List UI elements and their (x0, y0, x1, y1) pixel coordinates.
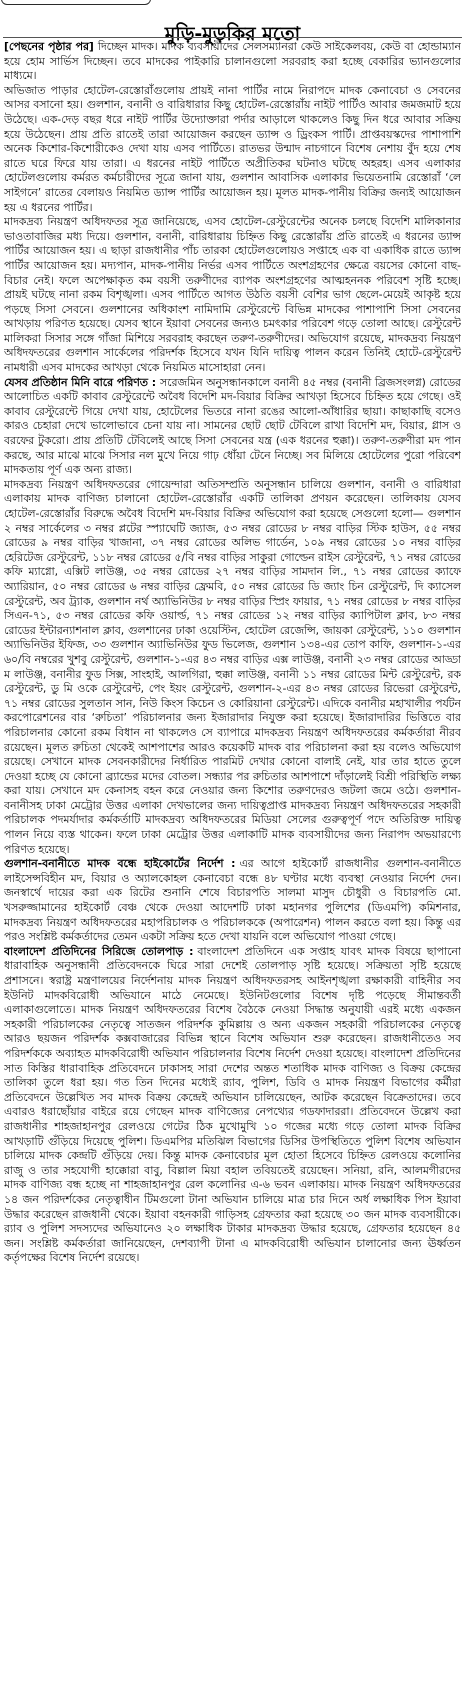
article-body (4, 40, 461, 1688)
paragraph-text: মাদকদ্রব্য নিয়ন্ত্রণ অধিদফতরের গোয়েন্দারা অতিসম্প্রতি অনুসন্ধান চালিয়ে গুলশান, বনানী ও বারিধারা এলাকায় মাদক বাণিজ্য চালানো হোটেল-রেস্তোরাঁর একটি তালিকা প্রণয়ন করেছেন। তালিকায় যেসব হোটেল-রেস্তোরাঁর বিরুদ্ধে অবৈধ বিদেশি মদ-বিয়ার বিক্রির অভিযোগ করা হয়েছে সেগুলো হলো— গুলশান ২ নম্বর সার্কেলের ৩ নম্বর প্লটের স্প্যাঘেটি জ্যাজ, ৫৩ নম্বর রোডের ৮ নম্বর বাড়ির স্টিক হাউস, ৫৫ নম্বর রোডের ৯ নম্বর বাড়ির খাজানা, ৩৭ নম্বর রোডের অলিভ গার্ডেন, ১০৯ নম্বর রোডের ১০ নম্বর বাড়ির হেরিটেজ রেস্টুরেন্ট, ১১৮ নম্বর রোডের ৫/বি নম্বর বাড়ির সাকুরা গোল্ডেন রাইস রেস্টুরেন্ট, ৭১ নম্বর রোডের কফি ম্যাগ্নো, এক্সিট লাউঞ্জ, ৩৫ নম্বর রোডের ২৭ নম্বর বাড়ির সামদান লি., ৭১ নম্বর রোডের ক্যাফে অ্যারিয়ান, ৫০ নম্বর রোডের ৬ নম্বর বাড়ির ফ্রেমবি, ৫০ নম্বর রোডের ডি জ্যাং চিন রেস্টুরেন্ট, দি ক্যাসেল রেস্টুরেন্ট, অব ট্র্যাক, গুলশান নর্থ অ্যাভিনিউর ৮ নম্বর বাড়ির স্প্রিং ফায়ার, ৭১ নম্বর রোডের ৮ নম্বর বাড়ির সিএন-৭১, ৫৩ নম্বর রোডের কফি ওয়ার্ল্ড, ৭১ নম্বর রোডের ১২ নম্বর বাড়ির ক্যাপিটাল ক্লাব, ৮৩ নম্বর রোডের ইন্টারন্যাশনাল ক্লাব, গুলশানের ঢাকা ওয়েস্টিন, হোটেল রেজেন্সি, জায়কা রেস্টুরেন্ট, ১১০ গুলশান অ্যাভিনিউর ইফিজ, ৩৩ গুলশান অ্যাভিনিউর ফুড ভিলেজ, গুলশান ১৩৪-এর তোপ কাফি, গুলশান-১-এর ৬০/বি নম্বরের খুশবু রেস্টুরেন্ট, গুলশান-১-এর ৪৩ নম্বর বাড়ির এক্স লাউঞ্জ, বনানী ২৩ নম্বর রোডের আড্ডা ম লাউঞ্জ, বনানীর ফুড সিক্স, সাংহাই, আলগিরা, হুক্কা লাউঞ্জ, বনানী ১১ নম্বর রোডের মিন্ট রেস্টুরেন্ট, রক রেস্টুরেন্ট, ডু মি ওকে রেস্টুরেন্ট, পেং ইয়ং রেস্টুরেন্ট, গুলশান-২-এর ৪৩ নম্বর রোডের রিভেরা রেস্টুরেন্ট, ৭১ নম্বর রোডের সুলতান সান, নিউ কিংস কিচেন ও কোরিয়ানা রেস্টুরেন্ট। এদিকে বনানীর মহাখালীর পর্যটন করপোরেশনের বার ‘রুচিতা’ পরিচালনার জন্য ইজারাদার নিযুক্ত করা হয়েছে। ইজারাদারির ভিত্তিতে বার পরিচালনার কোনো রকম বিধান না থাকলেও সে ব্যাপারে মাদকদ্রব্য নিয়ন্ত্রণ অধিদফতরের কর্মকর্তারা নীরব রয়েছেন। মূলত রুচিতা থেকেই আশপাশের আরও কয়েকটি মাদক বার পরিচালনা করা হয় বলেও অভিযোগ রয়েছে। সেখানে মাদক সেবনকারীদের নির্ধারিত পারমিট দেখার কোনো বালাই নেই, যার তার হাতে তুলে দেওয়া হচ্ছে যে কোনো ব্র্যান্ডের মদের বোতল। সন্ধ্যার পর রুচিতার আশপাশে দাঁড়ালেই বিশ্রী পরিস্থিতি লক্ষ্য করা যায়। সেখানে মদ কেনাসহ বহন করে নেওয়ার জন্য কিশোর তরুণদেরও জটলা জমে ওঠে। গুলশান-বনানীসহ ঢাকা মেট্রোর উত্তর এলাকা দেখভালের জন্য দায়িত্বপ্রাপ্ত মাদকদ্রব্য নিয়ন্ত্রণ অধিদফতরের সহকারী পরিচালক পদমর্যাদার কর্মকর্তাটি মাদকদ্রব্য অধিদফতরের মিডিয়া সেলের গুরুত্বপূর্ণ পদে অতিরিক্ত দায়িত্ব পালন নিয়ে ব্যস্ত থাকেন। ফলে ঢাকা মেট্রোর উত্তর এলাকাটি মাদক ব্যবসায়ীদের জন্য নিরাপদ অভয়ারণ্যে পরিণত হয়েছে। (4, 477, 461, 856)
article-paragraph (4, 945, 461, 1266)
paragraph-text: মাদকদ্রব্য নিয়ন্ত্রণ অধিদফতর সূত্র জানিয়েছে, এসব হোটেল-রেস্টুরেন্টের অনেক চলছে বিদেশি মালিকানার ভাওতাবাজির মধ্য দিয়ে। গুলশান, বনানী, বারিধারায় চিহ্নিত কিছু রেস্তোরাঁয় প্রতি রাতেই এ ধরনের ড্যান্স পার্টির আয়োজন হয়। এ ছাড়া রাজধানীর পাঁচ তারকা হোটেলগুলোয়ও সপ্তাহে এক বা একাধিক রাতে ড্যান্স পার্টির আয়োজন হয়। মদ্যপান, মাদক-পানীয় নির্ভর এসব পার্টিতে অংশগ্রহণের ক্ষেত্রে বয়সের কোনো বাছ-বিচার নেই। ফলে অপেক্ষাকৃত কম বয়সী তরুণীদের ব্যাপক অংশগ্রহণের আত্মহননক পরিবেশ সৃষ্টি হচ্ছে। প্রায়ই ঘটছে নানা রকম বিশৃঙ্খলা। এসব পার্টিতে আগত উঠতি বয়সী বেশির ভাগ ছেলে-মেয়েই আকৃষ্ট হয়ে পড়ছে সিসা সেবনে। গুলশানের অধিকাংশ নামিদামি রেস্টুরেন্টে বিভিন্ন মাদকের পাশাপাশি সিসা সেবনের আখড়ায় পরিণত হয়েছে। যেসব স্থানে ইয়াবা সেবনের জন্যও চমৎকার পরিবেশ গড়ে তোলা আছে। রেস্টুরেন্ট মালিকরা সিসার সঙ্গে গাঁজা মিশিয়ে সরবরাহ করছেন তরুণ-তরুণীদের। অভিযোগ রয়েছে, মাদকদ্রব্য নিয়ন্ত্রণ অধিদফতরের গুলশান সার্কেলের পরিদর্শক হিসেবে যখন যিনি দায়িত্ব পালন করেন তিনিই হোটে-রেস্টুরেন্ট নামধারী এসব মাদকের আখড়া থেকে নিয়মিত মাসোহারা নেন। (4, 215, 461, 375)
paragraph-subhead: [পেছনের পৃষ্ঠার পর] (4, 40, 94, 53)
article-paragraph (4, 215, 461, 376)
paragraph-text: সরেজমিন অনুসন্ধানকালে বনানী ৪৫ নম্বর (বনানী ব্রিজসংলগ্ন) রোডের আলোচিত একটি কাবাব রেস্টুরেন্টে অবৈধ বিদেশি মদ-বিয়ার বিক্রির আখড়া হিসেবে চিহ্নিত হয়ে গেছে। ওই কাবাব রেস্টুরেন্টে গিয়ে দেখা যায়, হোটেলের ভিতরে নানা রঙের আলো-আঁধারির ছায়া। কাছাকাছি বসেও কারও চেহারা দেখে ভালোভাবে চেনা যায় না। সামনের ছোট ছোট টেবিলে রাখা বিদেশি মদ, বিয়ার, গ্লাস ও বরফের টুকরো। প্রায় প্রতিটি টেবিলেই আছে সিসা সেবনের যন্ত্র (এক ধরনের হুক্কা)। তরুণ-তরুণীরা মদ পান করছে, আর মাঝে মাঝে সিসার নল মুখে নিয়ে গাঢ় ধোঁয়া টেনে নিচ্ছে। সব মিলিয়ে হোটেলের পুরো পরিবেশ মাদকতায় পূর্ণ এক অন্য রাজ্য। (4, 375, 461, 477)
article-paragraph (4, 40, 461, 84)
paragraph-text: অভিজাত পাড়ার হোটেল-রেস্তোরাঁগুলোয় প্রায়ই নানা পার্টির নামে নিরাপদে মাদক কেনাবেচা ও সেবনের আসর বসানো হয়। গুলশান, বনানী ও বারিধারার কিছু হোটেল-রেস্তোরাঁয় নাইট পার্টিও আবার জমজমাট হয়ে উঠেছে। এক-দেড় বছর ধরে নাইট পার্টির উদ্যোক্তারা পর্দার আড়ালে থাকলেও কিছু দিন ধরে আবার সক্রিয় হয়ে উঠেছেন। প্রায় প্রতি রাতেই তারা আয়োজন করছেন ড্যান্স ও ড্রিংকস পার্টি। প্রাপ্তবয়স্কদের পাশাপাশি অনেক কিশোর-কিশোরীকেও দেখা যায় এসব পার্টিতে। রাতভর উন্মাদ নাচগানে বিশেষ নেশায় বুঁদ হয়ে শেষ রাতে ঘরে ফিরে যায় তারা। এ ধরনের নাইট পার্টিতে অপ্রীতিকর ঘটনাও ঘটছে অহরহ। এসব এলাকার হোটেলগুলোয় কর্মরত কর্মচারীদের সূত্রে জানা যায়, গুলশান আবাসিক এলাকার ভিয়েতনামি রেস্তোরাঁ ‘লে সাইগনে’ রাতের বেলায়ও নিয়মিত ড্যান্স পার্টির আয়োজন হয়। মূলত মাদক-পানীয় বিক্রির জন্যই আয়োজন হয় এ ধরনের পার্টির। (4, 83, 461, 214)
paragraph-subhead: যেসব প্রতিষ্ঠান মিনি বারে পরিণত : (4, 375, 157, 389)
article-paragraph (4, 84, 461, 215)
article-paragraph (4, 857, 461, 945)
title-divider (3, 37, 462, 38)
article-paragraph (4, 376, 461, 478)
article-paragraph (4, 478, 461, 857)
paragraph-text: বাংলাদেশ প্রতিদিনে এক সপ্তাহ যাবৎ মাদক বিষয়ে ছাপানো ধারাবাহিক অনুসন্ধানী প্রতিবেদনকে ঘিরে সারা দেশেই তোলপাড় সৃষ্টি হয়েছে। সক্রিয়তা সৃষ্টি হয়েছে প্রশাসনে। স্বরাষ্ট্র মন্ত্রণালয়ের নির্দেশনায় মাদক নিয়ন্ত্রণ অধিদফতরসহ আইনশৃঙ্খলা রক্ষাকারী বাহিনীর সব ইউনিট মাদকবিরোধী অভিযানে মাঠে নেমেছে। ইউনিটগুলোর বিশেষ দৃষ্টি পড়েছে সীমান্তবর্তী এলাকাগুলোতে। মাদক নিয়ন্ত্রণ অধিদফতরের বিশেষ বৈঠকে নেওয়া সিদ্ধান্ত অনুযায়ী এরই মধ্যে একজন সহকারী পরিচালকের নেতৃত্বে সাতজন পরিদর্শক কুমিল্লায় ও অন্য একজন সহকারী পরিচালকের নেতৃত্বে আরও ছয়জন পরিদর্শক কক্সবাজারের বিভিন্ন স্থানে বিশেষ অভিযান শুরু করেছেন। রাজধানীতেও সব পরিদর্শককে অব্যাহত মাদকবিরোধী অভিযান পরিচালনার বিশেষ নির্দেশ দেওয়া হয়েছে। বাংলাদেশ প্রতিদিনের সাত কিস্তির ধারাবাহিক প্রতিবেদনে ঢাকাসহ সারা দেশের অন্তত শতাধিক মাদক বাণিজ্য ও বিক্রয় কেন্দ্রের তালিকা তুলে ধরা হয়। গত তিন দিনের মধ্যেই র‌্যাব, পুলিশ, ডিবি ও মাদক নিয়ন্ত্রণ বিভাগের কর্মীরা প্রতিবেদনে উল্লেখিত সব মাদক বিক্রয় কেন্দ্রেই অভিযান চালিয়েছেন, আটক করেছেন বিক্রেতাদের। তবে এবারও ধরাছোঁয়ার বাইরে রয়ে গেছেন মাদক বাণিজ্যের নেপথ্যের গডফাদাররা। প্রতিবেদনে উল্লেখ করা রাজধানীর শাহজাহানপুর রেলওয়ে গেটের ঠিক মুখোমুখি ১০ গজের মধ্যে গড়ে তোলা মাদক বিক্রির আখড়াটি গুঁড়িয়ে দিয়েছে পুলিশ। ডিএমপির মতিঝিল বিভাগের ডিসির উপস্থিতিতে পুলিশ বিশেষ অভিযান চালিয়ে মাদক কেন্দ্রটি গুঁড়িয়ে দেয়। কিন্তু মাদক কেনাবেচার মূল হোতা হিসেবে চিহ্নিত রেলওয়ে কলোনির রাজু ও তার সহযোগী হাক্কোরা বাবু, বিল্লাল মিয়া বহাল তবিয়তেই রয়েছেন। সনিয়া, রনি, আলমগীরদের মাদক বাণিজ্য বন্ধ হচ্ছে না শাহজাহানপুর রেল কলোনির এ-৬ ভবন এলাকায়। মাদক নিয়ন্ত্রণ অধিদফতরের ১৪ জন পরিদর্শকের নেতৃত্বাধীন টিমগুলো টানা অভিযান চালিয়ে মাত্র চার দিনে অর্ধ লক্ষাধিক পিস ইয়াবা উদ্ধার করেছেন রাজধানী থেকে। ইয়াবা বহনকারী গাড়িসহ গ্রেফতার করা হয়েছে ৩০ জন মাদক ব্যবসায়ীকে। র‌্যাব ও পুলিশ সদস্যদের অভিযানেও ২০ লক্ষাধিক টাকার মাদকদ্রব্য উদ্ধার হয়েছে, গ্রেফতার হয়েছেন ৪৫ জন। সংশ্লিষ্ট কর্মকর্তারা জানিয়েছেন, দেশব্যাপী টানা এ মাদকবিরোধী অভিযান চালানোর জন্য ঊর্ধ্বতন কর্তৃপক্ষের বিশেষ নির্দেশ রয়েছে। (4, 944, 461, 1265)
article-title: মুড়ি-মুড়কির মতো (164, 22, 301, 45)
paragraph-text: এর আগে হাইকোর্ট রাজধানীর গুলশান-বনানীতে লাইসেন্সবিহীন মদ, বিয়ার ও অ্যালকোহল কেনাবেচা বন্ধে ৪৮ ঘণ্টার মধ্যে ব্যবস্থা নেওয়ার নির্দেশ দেন। জনস্বার্থে দায়ের করা এক রিটের শুনানি শেষে বিচারপতি সালমা মাসুদ চৌধুরী ও বিচারপতি মো. খসরুজ্জামানের হাইকোর্ট বেঞ্চ থেকে দেওয়া আদেশটি ঢাকা মহানগর পুলিশের (ডিএমপি) কমিশনার, মাদকদ্রব্য নিয়ন্ত্রণ অধিদফতরের মহাপরিচালক ও পরিচালককে (অপারেশন) পালন করতে বলা হয়। কিন্তু এর পরও সংশ্লিষ্ট কর্মকর্তাদের তেমন একটা সক্রিয় হতে দেখা যায়নি বলে অভিযোগ পাওয়া গেছে। (4, 857, 461, 944)
paragraph-subhead: বাংলাদেশ প্রতিদিনের সিরিজে তোলপাড় : (4, 944, 194, 958)
paragraph-subhead: গুলশান-বনানীতে মাদক বন্ধে হাইকোর্টের নির্দেশ : (4, 857, 236, 871)
paragraph-text: দিচ্ছেন মাদক। মাদক ব্যবসায়ীদের সেলসম্যানরা কেউ সাইকেলবয়, কেউ বা হোন্ডাম্যান হয়ে হোম সার্ভিস দিচ্ছেন। তবে মাদকের পাইকারি চালানগুলো সরবরাহ করা হচ্ছে বেকারির ভ্যানগুলোর মাধ্যমে। (4, 40, 461, 83)
column-top-border (1, 0, 151, 5)
